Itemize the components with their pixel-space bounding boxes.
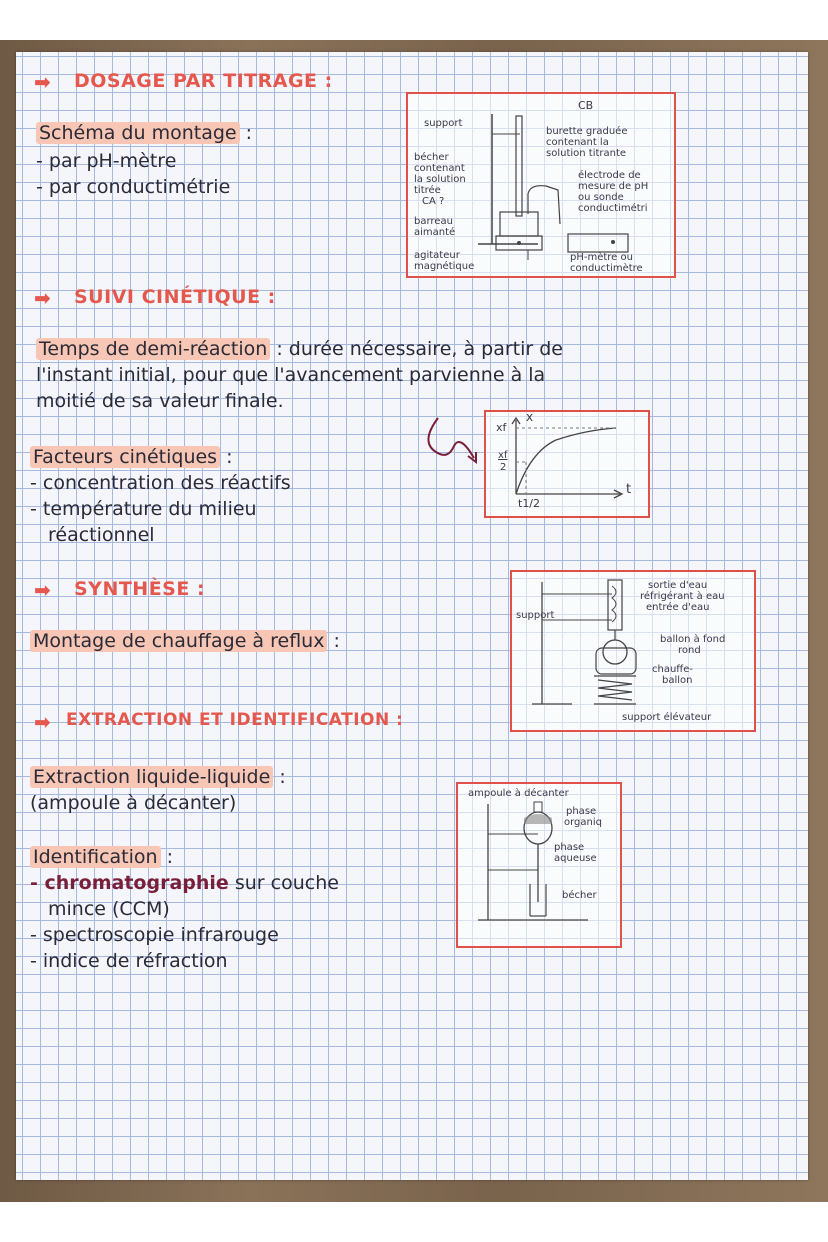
ccm-line-1 <box>30 872 339 894</box>
ballon-label-1: ballon à fond <box>660 634 726 645</box>
support-label: support <box>424 118 463 129</box>
becher-label-4: titrée <box>414 185 441 196</box>
chauffe-label-2: ballon <box>662 675 693 686</box>
xf2-num: xf <box>498 450 508 461</box>
xf2-den: 2 <box>500 462 507 473</box>
identification-colon: : <box>160 846 174 868</box>
identification-heading <box>30 846 173 868</box>
barreau-label-2: aimanté <box>414 227 456 238</box>
montage-colon: : <box>327 630 340 652</box>
dosage-item-ph: - par pH-mètre <box>36 150 177 172</box>
curved-arrow-icon <box>418 412 488 476</box>
phmetre-label-2: conductimètre <box>570 263 643 274</box>
electrode-label-3: ou sonde <box>578 192 624 203</box>
factors-heading <box>30 446 233 468</box>
schema-heading <box>36 122 252 144</box>
factor-concentration: - concentration des réactifs <box>30 472 291 494</box>
diagram-titrage <box>406 92 676 278</box>
refrigerant-label: réfrigérant à eau <box>640 591 725 602</box>
extraction-heading <box>30 766 286 788</box>
ccm-rest: sur couche <box>228 872 339 894</box>
burette-label-3: solution titrante <box>546 148 627 159</box>
ident-item-ir: - spectroscopie infrarouge <box>30 924 279 946</box>
barreau-label-1: barreau <box>414 216 453 227</box>
ident-item-refraction: - indice de réfraction <box>30 950 228 972</box>
chauffe-label-1: chauffe- <box>652 664 693 675</box>
burette-label-2: contenant la <box>546 137 609 148</box>
electrode-label-2: mesure de pH <box>578 181 649 192</box>
section-title-synthese: SYNTHÈSE : <box>74 578 206 600</box>
electrode-label-4: conductimétri <box>578 203 648 214</box>
burette-label-1: burette graduée <box>546 126 628 137</box>
extraction-colon: : <box>273 766 286 788</box>
schema-colon: : <box>239 122 253 144</box>
factor-temperature-cont: réactionnel <box>48 524 155 546</box>
graph-drawing <box>486 412 648 516</box>
electrode-label-1: électrode de <box>578 170 641 181</box>
ampoule-label: ampoule à décanter <box>468 788 569 799</box>
factors-colon: : <box>220 446 233 468</box>
becher-label-3: la solution <box>414 174 466 185</box>
diagram-reflux <box>510 570 756 732</box>
definition-line-2: l'instant initial, pour que l'avancement parvienne à la <box>36 364 546 386</box>
factor-temperature: - température du milieu <box>30 498 257 520</box>
organique-label-1: phase <box>566 806 597 817</box>
graph-avancement <box>484 410 650 518</box>
arrow-icon: ➡ <box>34 70 51 94</box>
elevateur-label: support élévateur <box>622 712 712 723</box>
becher-label-1: bécher <box>414 152 449 163</box>
cb-label: CB <box>578 99 594 112</box>
entree-label: entrée d'eau <box>646 602 710 613</box>
phmetre-label-1: pH-mètre ou <box>570 252 633 263</box>
section-title-dosage: DOSAGE PAR TITRAGE : <box>74 70 333 92</box>
agitateur-label-2: magnétique <box>414 261 475 272</box>
diagram-ampoule <box>456 782 622 948</box>
becher-label-2: contenant <box>414 163 465 174</box>
arrow-icon: ➡ <box>34 710 51 734</box>
arrow-icon: ➡ <box>34 286 51 310</box>
factors-label: Facteurs cinétiques <box>30 446 220 468</box>
definition-line-3: moitié de sa valeur finale. <box>36 390 284 412</box>
aqueuse-label-1: phase <box>554 842 585 853</box>
ccm-line-2: mince (CCM) <box>48 898 170 920</box>
section-title-cinetique: SUIVI CINÉTIQUE : <box>74 286 276 308</box>
definition-text-1: : durée nécessaire, à partir de <box>270 338 564 360</box>
aqueuse-label-2: aqueuse <box>554 853 597 864</box>
extraction-note: (ampoule à décanter) <box>30 792 237 814</box>
montage-heading <box>30 630 340 652</box>
t-half-label: t1/2 <box>518 497 541 510</box>
organique-label-2: organiq <box>564 817 602 828</box>
ca-label: CA ? <box>422 196 445 207</box>
ballon-label-2: rond <box>678 645 701 656</box>
xf-label: xf <box>496 421 507 434</box>
extraction-label: Extraction liquide-liquide <box>30 766 273 788</box>
definition-line-1 <box>36 338 563 360</box>
definition-term: Temps de demi-réaction <box>36 338 270 360</box>
support-label: support <box>516 610 555 621</box>
identification-label: Identification <box>30 846 161 868</box>
becher-label: bécher <box>562 890 597 901</box>
montage-label: Montage de chauffage à reflux <box>30 630 327 652</box>
section-title-extraction: EXTRACTION ET IDENTIFICATION : <box>66 710 404 730</box>
arrow-icon: ➡ <box>34 578 51 602</box>
x-axis-label: t <box>626 482 632 497</box>
y-axis-label: x <box>526 410 534 424</box>
agitateur-label-1: agitateur <box>414 250 460 261</box>
ccm-term: - chromatographie <box>30 872 229 894</box>
sortie-label: sortie d'eau <box>648 580 708 591</box>
dosage-item-conductimetrie: - par conductimétrie <box>36 176 231 198</box>
schema-label: Schéma du montage <box>36 122 240 144</box>
